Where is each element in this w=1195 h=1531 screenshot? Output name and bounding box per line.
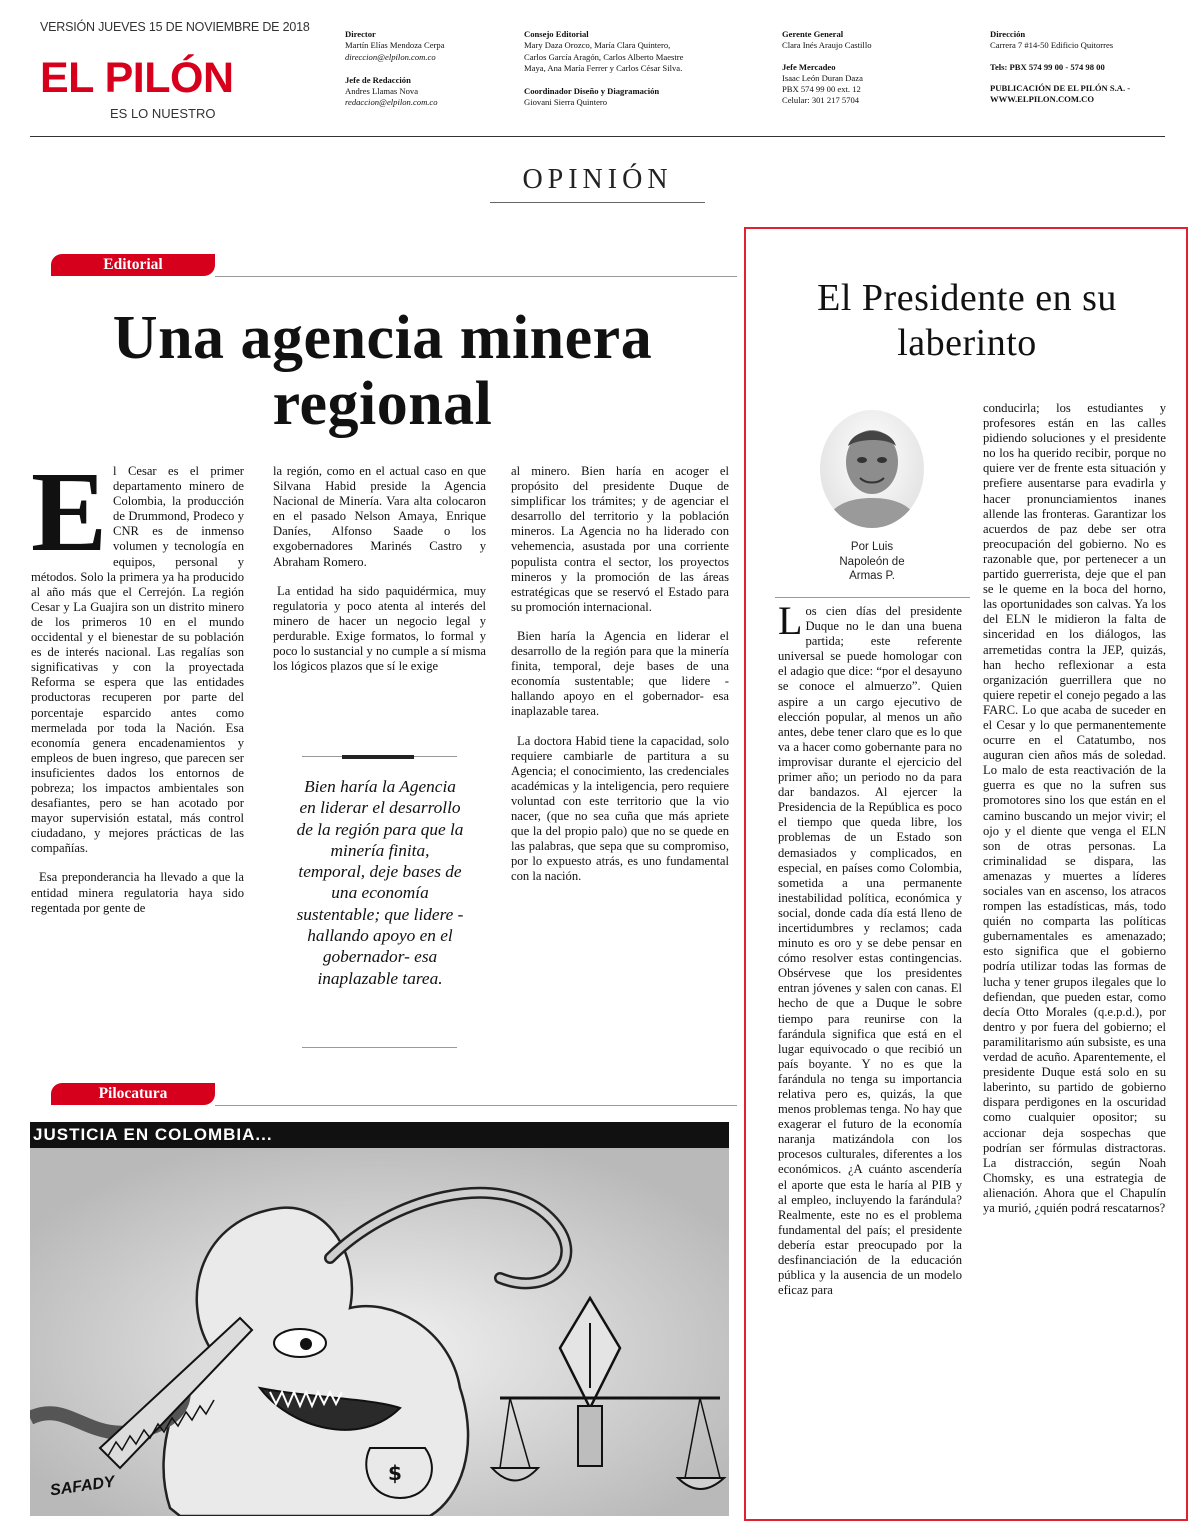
- opinion-headline: [752, 276, 1182, 366]
- editorial-column-1: [31, 448, 244, 930]
- cartoon-eye: [274, 1329, 326, 1357]
- consejo-line-2: Carlos García Aragón, Carlos Alberto Maestre: [524, 51, 684, 62]
- opinion-col-a-text: os cien días del presidente Duque no le dan una buena partida; este referente universal se puede homologar con el adagio que dice: “por el desayuno se conoce el almuerzo”. Quien aspire a un cargo ejecutivo de elección popular, al menos un año antes, debe tener claro que es lo que va a hacer como gobernante para no improvisar durante el ejercicio del primer año; un periodo no da para dar bandazos. Al ejercer la Presidencia de la República es poco el tiempo que queda libre, los problemas de un Estado son demasiados y complicados, en especial, en países como Colombia, sometida a una permanente inestabilidad política, económica y social, donde cada día está lleno de incertidumbres y reclamos; cada minuto es oro y se debe pensar en cómo resolver estas contingencias. Obsérvese que los presidentes entran jóvenes y salen con canas. El hecho de que a Duque le sobre tiempo para reunirse con la farándula significa que está en el lugar equivocado o que recibió un país boyante. Y no es que la farándula no tenga su importancia relativa pero es, quizás, la que menos problemas tenga. No hay que exagerar el futuro de la economía naranja matizándola con los procesos culturales, diferentes a los económicos. ¿A cuánto ascendería el aporte que esta le haría al PIB y al empleo, incluyendo la farándula? Realmente, este no es el problema fundamental del país; el presidente debería estar preocupado por la desfinanciación de la educación pública y la ausencia de un modelo eficaz para: [778, 604, 962, 1298]
- mercadeo-name: Isaac León Duran Daza: [782, 72, 863, 83]
- opinion-headline-line-1: El Presidente en su: [817, 277, 1117, 319]
- consejo-line-3: Maya, Ana María Ferrer y Carlos César Silva.: [524, 62, 683, 73]
- opinion-dropcap: L: [778, 598, 803, 643]
- editorial-column-3: [511, 464, 729, 898]
- jefe-redaccion-name: Andres Llamas Nova: [345, 86, 419, 97]
- jefe-redaccion-label: Jefe de Redacción: [345, 74, 411, 85]
- director-email[interactable]: direccion@elpilon.com.co: [345, 51, 436, 62]
- editorial-headline-line-1: Una agencia minera: [112, 304, 653, 372]
- section-title: OPINIÓN: [522, 164, 673, 195]
- editorial-dropcap: E: [31, 448, 108, 575]
- editorial-col1-p2: Esa preponderancia ha llevado a que la entidad minera regulatoria haya sido regentada por gente de: [31, 870, 244, 915]
- logo[interactable]: EL PILÓN: [40, 54, 234, 102]
- mercadeo-celular: Celular: 301 217 5704: [782, 95, 860, 106]
- editorial-pullquote: Bien haría la Agencia en liderar el desarrollo de la región para que la minería finita, temporal, deje bases de una economía sustentable; que lidere - hallando apoyo en el gobernador- esa inaplazable tarea.: [296, 777, 464, 988]
- opinion-column-a: [778, 598, 962, 1298]
- pilocatura-tag-rule: [215, 1105, 737, 1106]
- pilocatura-tag: Pilocatura: [51, 1083, 215, 1105]
- opinion-headline-line-2: laberinto: [897, 322, 1037, 364]
- direccion-label: Dirección: [990, 29, 1026, 39]
- editorial-col3-p3: La doctora Habid tiene la capacidad, solo requiere cambiarle de partitura a su Agencia; el conocimiento, las credenciales académicas y la inteligencia, pero requiere voluntad con este territorio que la vio nacer, (que no sea cuña que más apriete que la del propio palo) que no se quede en las palabras, que sepa que su compromiso, por lo expuesto atrás, es uno fundamental con la nación.: [511, 733, 729, 884]
- author-portrait: [820, 410, 924, 528]
- opinion-col-b-text: conducirla; los estudiantes y profesores están en las calles pidiendo soluciones y el presidente no los ha querido recibir, porque no quiere ver de frente esta situación y prefiere ausentarse para evadirla y hacer pronunciamientos inanes allende las fronteras. Garantizar los acuerdos de paz debe ser otra preocupación del gobierno. No es razonable que, por pertenecer a un partido guerrerista, deje que el pan se le queme en la boca del horno, las oportunidades son calvas. Ya los del ELN le midieron la falta de sinceridad en los diálogos, las arremetidas contra la JEP, quizás, han hecho reflexionar a esta organización guerrillera que no quiere repetir el conejo pegado a las FARC. Lo que acaba de suceder en el Cesar y lo que permanentemente ocurre en el Catatumbo, nos auguran cien años más de soledad. Lo malo de esta reactivación de la guerra es que no la sufren sus promotores sino los que están en el camino buscando un mejor vivir; el ojo y el diente que venga el ELN son de otras personas. La criminalidad se dispara, las amenazas y muertes a líderes sociales van en ascenso, los atracos rompen las estadísticas, más, todo quién no comparta las políticas gubernamentales es amenazado; esto significa que el gobierno podría utilizar todas las formas de lucha y tener grupos ilegales que lo defiendan, que pueden estar, como decía Otto Morales (q.e.p.d.), por dentro y por fuera del gobierno; el paramilitarismo aún subsiste, es una verdad de acuño. Aparentemente, el presidente Duque está solo en su laberinto, su partido de gobierno dispara perdigones en la oscuridad como cualquier opositor; su accionar deja sospechas que podrían ser fórmulas distractoras. La distracción, según Noah Chomsky, es una estrategia de alienación. Ahora que el Chapulín ya murió, ¿quién podrá rescatarnos?: [983, 401, 1166, 1215]
- opinion-column-b: [983, 401, 1166, 1216]
- editorial-col1-lead: l Cesar es el primer departamento minero de Colombia, la producción de Drummond, Prodeco y CNR es de inmenso volumen y tecnología en equipos, personal y métodos. Solo la primera ya ha producido al año más que el Cerrejón. La región Cesar y La Guajira son un distrito minero de los primeros 10 en el mundo occidental y el bienestar de su población es de interés nacional. Las regalías son significativas y con la proyectada Reforma se espera que las entidades productoras recuperen por parte del porcentaje esparcido antes como mermelada por toda la Nación. Esa economía genera encadenamientos y empleos de buen ingreso, que parecen ser insuficientes dados los entornos de pobreza; los impactos ambientales son desafiantes, pero se han acotado por mayor supervisión estatal, más control ciudadano, y mejores prácticas de las compañías.: [31, 464, 244, 856]
- editorial-col2-p2: La entidad ha sido paquidérmica, muy regulatoria y poco atenta al interés del minero de hacer un negocio legal y perdurable. Exige formatos, lo formal y poco lo sustancial y no cumple a sí misma los lógicos plazos que sí le exige: [273, 583, 486, 674]
- editorial-tag-rule: [215, 276, 737, 277]
- publicacion-website[interactable]: WWW.ELPILON.COM.CO: [990, 94, 1095, 105]
- gerente-name: Clara Inés Araujo Castillo: [782, 40, 872, 51]
- editorial-column-2: [273, 464, 486, 688]
- publicacion-line-1: PUBLICACIÓN DE EL PILÓN S.A. -: [990, 82, 1131, 93]
- director-label: Director: [345, 29, 376, 39]
- byline-rule: [775, 597, 970, 598]
- edition-date: VERSIÓN JUEVES 15 DE NOVIEMBRE DE 2018: [40, 20, 310, 34]
- editorial-headline: [30, 305, 735, 437]
- mercadeo-pbx: PBX 574 99 00 ext. 12: [782, 84, 861, 95]
- masthead-rule: [30, 136, 1165, 137]
- editorial-col3-p2: Bien haría la Agencia en liderar el desarrollo de la región para que la minería finita, temporal, deje bases de una economía sustentable; que lidere - hallando apoyo en el gobernador- esa inaplazable tarea.: [511, 628, 729, 719]
- author-photo: [820, 410, 924, 528]
- cartoon-banner: [30, 1122, 729, 1148]
- jefe-redaccion-email[interactable]: redaccion@elpilon.com.co: [345, 97, 438, 108]
- credits-gerencia: [782, 29, 972, 107]
- direccion-tels: Tels: PBX 574 99 00 - 574 98 00: [990, 61, 1105, 72]
- consejo-line-1: Mary Daza Orozco, María Clara Quintero,: [524, 40, 671, 51]
- logo-tagline: ES LO NUESTRO: [110, 106, 216, 121]
- director-name: Martín Elías Mendoza Cerpa: [345, 40, 445, 51]
- cartoon-frame: [30, 1122, 729, 1516]
- svg-text:$: $: [388, 1461, 402, 1485]
- editorial-col2-p1: la región, como en el actual caso en que Silvana Habid preside la Agencia Nacional de Minería. Vara alta colocaron en el pasado Nelson Amaya, Enrique Daníes, Alfonso Saade o los exgobernadores Marinés Castro y Abraham Romero.: [273, 464, 486, 569]
- editorial-col3-p1: al minero. Bien haría en acoger el propósito del presidente Duque de simplificar los trámites; y de agenciar el desarrollo del territorio y la población mineros. La Agencia no ha liderado con vehemencia, asustada por una corriente populista contra el sector, los proyectos mineros y la promoción de las áreas estratégicas que se reservó el Estado para su promoción internacional.: [511, 464, 729, 614]
- pullquote-rule-bottom: [302, 1047, 457, 1048]
- byline-line-3: Armas P.: [849, 570, 895, 582]
- coordinador-name: Giovani Sierra Quintero: [524, 97, 608, 108]
- cartoonist-signature: SAFADY: [49, 1473, 116, 1500]
- section-title-rule: [490, 202, 705, 203]
- byline: [820, 540, 924, 584]
- editorial-headline-line-2: regional: [272, 370, 493, 438]
- mercadeo-label: Jefe Mercadeo: [782, 61, 836, 72]
- gerente-label: Gerente General: [782, 29, 844, 39]
- byline-line-1: Por Luis: [850, 541, 894, 553]
- consejo-label: Consejo Editorial: [524, 29, 589, 39]
- direccion-address: Carrera 7 #14-50 Edificio Quitorres: [990, 40, 1114, 51]
- editorial-tag: Editorial: [51, 254, 215, 276]
- credits-director: [345, 29, 515, 109]
- cartoon-banner-text: JUSTICIA EN COLOMBIA...: [33, 1125, 273, 1144]
- cartoon-illustration: [30, 1148, 729, 1516]
- byline-line-2: Napoleón de: [839, 555, 905, 568]
- coordinador-label: Coordinador Diseño y Diagramación: [524, 86, 660, 97]
- credits-direccion: [990, 29, 1170, 105]
- pullquote-accent: [342, 755, 414, 759]
- credits-consejo: [524, 29, 764, 109]
